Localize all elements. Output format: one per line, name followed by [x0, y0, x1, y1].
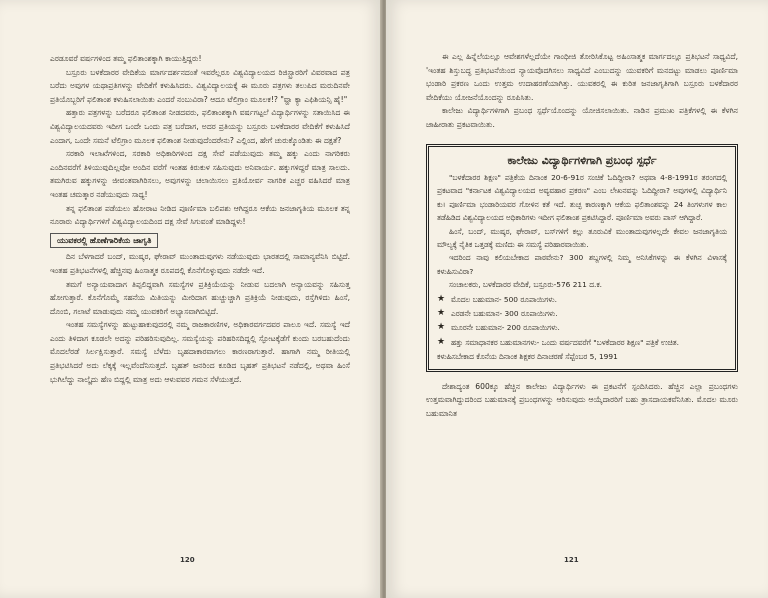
left-paragraph: ಎರಡೂವರೆ ವರ್ಷಗಳಿಂದ ತಮ್ಮ ಫಲಿತಾಂಶಕ್ಕಾಗಿ ಕಾಯುತ್ತಿದ್ದರು! [50, 54, 202, 63]
left-paragraph: ಹತ್ತಾರು ಪತ್ರಗಳನ್ನು ಬರೆದರೂ ಫಲಿತಾಂಶ ನೀಡದವರು, ಫಲಿತಾಂಶಕ್ಕಾಗಿ ವರ್ಷಗಟ್ಟಲೆ ವಿದ್ಯಾರ್ಥಿಗಳನ್ನು ಸತಾಯಿಸಿದ ಈ ವಿಶ್ವವಿದ್ಯಾಲಯದವರು ಇದೀಗ ಒಂದೇ ಒಂದು ಪತ್ರ ಬರೆದಾಗ, ಅದರ ಪ್ರತಿಯನ್ನು ಬಸ್ರೂರು ಬಳಕೆದಾರರ ವೇದಿಕೆಗೆ ಕಳುಹಿಸಿದೆ ಎಂದಾಗ, ಒಂದೇ ಸಮನೆ ಟೆಲಿಗ್ರಾಂ ಮೂಲಕ ಫಲಿತಾಂಶ ನೀಡುವುದೆಂದರೇನು? ಎಲ್ಲಿಂದ, ಹೇಗೆ ಚುರುಕ್ಕೊಂಡಿತು ಈ ದಕ್ಷತೆ? [50, 108, 350, 145]
star-icon: ★ [437, 322, 446, 333]
left-paragraph: ಬಸ್ರೂರು ಬಳಕೆದಾರರ ವೇದಿಕೆಯ ಮಾರ್ಗದರ್ಶನದಂತೆ ಇವರೆಲ್ಲರೂ ವಿಶ್ವವಿದ್ಯಾಲಯದ ರಿಜಿಸ್ಟ್ರಾರರಿಗೆ ವಿವರವಾದ ಪತ್ರ ಬರೆದು ಅವುಗಳ ಯಥಾಪ್ರತಿಗಳನ್ನು ವೇದಿಕೆಗೆ ಕಳುಹಿಸಿದರು. ವಿಶ್ವವಿದ್ಯಾಲಯಕ್ಕೆ ಈ ಮೂರು ಪತ್ರಗಳು ತಲುಪಿದ ಮರುದಿನವೇ ಪ್ರತಿಯೊಬ್ಬರಿಗೆ ಫಲಿತಾಂಶ ಕಳುಹಿಸಲಾಯಿತು ಎಂದರೆ ನಂಬುವಿರಾ? ಆದೂ ಟೆಲಿಗ್ರಾಂ ಮೂಲಕ!? "ವ್ಹಾ ಕ್ಯಾ ಎಫಿಶಿಯನ್ಸಿ ಹೈ!" [50, 67, 350, 104]
prize-text: ಮೂರನೇ ಬಹುಮಾನ- 200 ರೂಪಾಯಿಗಳು. [451, 323, 560, 333]
prize-text: ಮೊದಲ ಬಹುಮಾನ- 500 ರೂಪಾಯಿಗಳು. [451, 294, 557, 304]
right-paragraph: ಈ ಎಲ್ಲ ಹಿನ್ನೆಲೆಯಲ್ಲೂ ಆವೇಶಗಳೆಲ್ಲದೆಯೇ ಗಾಂಧೀಜಿ ತೋರಿಸಿಕೊಟ್ಟ ಅಹಿಂಸಾತ್ಮಕ ಮಾರ್ಗದಲ್ಲೂ ಪ್ರತಿಭಟನೆ ಸಾಧ್ಯವಿದೆ, 'ಇಂತಹ ಶಿಸ್ತುಬದ್ಧ ಪ್ರತಿಭಟನೆಯಿಂದ ನ್ಯಾಯವೊದಗಿಸಲು ಸಾಧ್ಯವಿದೆ ಎಂಬುದನ್ನು ಯುವಕರಿಗೆ ಮನದಟ್ಟು ಮಾಡಲು ಪೂರ್ಣಿಮಾ ಭಂಡಾರಿ ಪ್ರಕರಣ ಒಂದು ಉತ್ತಮ ಉದಾಹರಣೆಯಾಗಿತ್ತು. ಯುವಕರಲ್ಲಿ ಈ ಕುರಿತ ಜನಜಾಗೃತಿಗಾಗಿ ಬಸ್ರೂರು ಬಳಕೆದಾರರ ವೇದಿಕೆಯು ಯೋಜನೆಯೊಂದನ್ನು ರೂಪಿಸಿತು. [426, 52, 738, 102]
left-paragraph: ತಮಗೆ ಅನ್ಯಾಯವಾದಾಗ ತಿಪ್ಪಲಿದ್ದವಾಗಿ ಸಮಸ್ಯೆಗಳ ಪ್ರತಿಕ್ರಿಯೆಯನ್ನು ನೀಡುವ ಬದಲಾಗಿ ಅನ್ಯಾಯವನ್ನು ಸಹಿಸುತ್ತ ಹೋಗುತ್ತಾರೆ. ಕೊನೆಗೊಮ್ಮೆ ಸಹನೆಯ ಮಿತಿಯನ್ನು ಮೀರಿದಾಗ ಹುಚ್ಚುಚ್ಚಾಗಿ ಪ್ರತಿಕ್ರಿಯೆ ನೀಡುವುದು, ರಸ್ತೆಗಿಳಿದು ಹಿಂಸೆ, ದೊಂಬಿ, ಗಲಾಟೆ ಮಾಡುವುದು ನಮ್ಮ ಯುವಕರಿಗೆ ಅಭ್ಯಾಸವಾಗಿಬಿಟ್ಟಿದೆ. [50, 279, 350, 316]
prize-text: ಎರಡನೇ ಬಹುಮಾನ- 300 ರೂಪಾಯಿಗಳು. [451, 309, 558, 319]
prize-text: ಹತ್ತು ಸಮಾಧಾನಕರ ಬಹುಮಾನಗಳು- ಒಂದು ವರ್ಷದವರೆಗೆ "ಬಳಕೆದಾರರ ಶಿಕ್ಷಣ" ಪತ್ರಿಕೆ ಉಚಿತ. [451, 337, 679, 347]
prize-item [437, 336, 727, 349]
notice-deadline: ಕಳುಹಿಸಬೇಕಾದ ಕೊನೆಯ ದಿನಾಂಕ ಶಿಕ್ಷಕರ ದಿನಾಚರಣೆ ಸೆಪ್ಟೆಂಬರ 5, 1991 [437, 352, 618, 362]
notice-address: ಸಂಚಾಲಕರು, ಬಳಕೆದಾರರ ವೇದಿಕೆ, ಬಸ್ರೂರು-576 211 ದ.ಕ. [449, 280, 602, 290]
prize-item [437, 307, 727, 320]
notice-paragraph: ಇದರಿಂದ ನಾವು ಕಲಿಯಬೇಕಾದ ಪಾಠವೇನು? 300 ಶಬ್ದಗಳಲ್ಲಿ ನಿಮ್ಮ ಅನಿಸಿಕೆಗಳನ್ನು ಈ ಕೆಳಗಿನ ವಿಳಾಸಕ್ಕೆ ಕಳುಹಿಸುವಿರಾ? [437, 253, 727, 276]
notice-paragraph: "ಬಳಕೆದಾರರ ಶಿಕ್ಷಣ" ಪತ್ರಿಕೆಯ ದಿನಾಂಕ 20-6-91ರ ಸಂಚಿಕೆ ಓದಿದ್ದೀರಾ? ಅಥವಾ 4-8-1991ರ ತರಂಗದಲ್ಲಿ ಪ್ರಕಟವಾದ "ಕರ್ನಾಟಕ ವಿಶ್ವವಿದ್ಯಾಲಯದ ಅವ್ಯವಹಾರ ಪ್ರಕರಣ" ಎಂಬ ಲೇಖನವನ್ನು ಓದಿದ್ದೀರಾ? ಅವುಗಳಲ್ಲಿ ವಿದ್ಯಾರ್ಥಿನಿ ಕು। ಪೂರ್ಣಿಮಾ ಭಂಡಾರಿಯವರ ಗೋಳಿನ ಕತೆ ಇದೆ. ತುಚ್ಛ ಕಾರಣಕ್ಕಾಗಿ ಆಕೆಯ ಫಲಿತಾಂಶವನ್ನು 24 ತಿಂಗಳುಗಳ ಕಾಲ ತಡೆಹಿಡಿದ ವಿಶ್ವವಿದ್ಯಾಲಯದ ಅಧಿಕಾರಿಗಳು ಇದೀಗ ಫಲಿತಾಂಶ ಪ್ರಕಟಿಸಿದ್ದಾರೆ. ಪೂರ್ಣಿಮಾ ಅವರು ಪಾಸ್ ಆಗಿದ್ದಾರೆ. [437, 172, 727, 223]
notice-title: ಕಾಲೇಜು ವಿದ್ಯಾರ್ಥಿಗಳಿಗಾಗಿ ಪ್ರಬಂಧ ಸ್ಪರ್ಧೆ [507, 153, 657, 167]
star-icon: ★ [437, 336, 446, 347]
page-number-right: 121 [564, 556, 579, 564]
left-page [0, 0, 382, 598]
prize-item [437, 321, 727, 334]
page-number-left: 120 [180, 556, 195, 564]
right-paragraph: ದೇಶಾದ್ಯಂತ 600ಕ್ಕೂ ಹೆಚ್ಚಿನ ಕಾಲೇಜು ವಿದ್ಯಾರ್ಥಿಗಳು ಈ ಪ್ರಕಟನೆಗೆ ಸ್ಪಂದಿಸಿದರು. ಹೆಚ್ಚಿನ ಎಲ್ಲಾ ಪ್ರಬಂಧಗಳು ಉತ್ತಮವಾಗಿದ್ದುದರಿಂದ ಬಹುಮಾನಕ್ಕೆ ಪ್ರಬಂಧಗಳನ್ನು ಆರಿಸುವುದು ಆಯ್ಕೆದಾರರಿಗೆ ಬಹು ತ್ರಾಸದಾಯಕವೆನಿಸಿತು. ಮೊದಲ ಮೂರು ಬಹುಮಾನಿತ [426, 381, 738, 418]
star-icon: ★ [437, 308, 446, 319]
section-subheading: ಯುವಕರಲ್ಲಿ ಹೊಣೆಗಾರಿಕೆಯ ಜಾಗೃತಿ [50, 233, 158, 249]
right-paragraph: ಕಾಲೇಜು ವಿದ್ಯಾರ್ಥಿಗಳಿಗಾಗಿ ಪ್ರಬಂಧ ಸ್ಪರ್ಧೆಯೊಂದನ್ನು ಯೋಜಿಸಲಾಯಿತು. ನಾಡಿನ ಪ್ರಮುಖ ಪತ್ರಿಕೆಗಳಲ್ಲಿ ಈ ಕೆಳಗಿನ ಜಾಹೀರಾತು ಪ್ರಕಟವಾಯಿತು. [426, 106, 738, 129]
star-icon: ★ [437, 293, 446, 304]
left-text-column [50, 52, 350, 386]
right-text-column [426, 50, 738, 420]
essay-competition-notice [426, 144, 738, 372]
left-paragraph: ತನ್ನ ಫಲಿತಾಂಶ ಪಡೆಯಲು ಹೋರಾಟ ನೀಡಿದ ಪೂರ್ಣಿಮಾ ಬಲಿಪಶು ಆಗಿದ್ದರೂ ಆಕೆಯ ಜನಜಾಗೃತಿಯ ಮೂಲಕ ತನ್ನ ನೂರಾರು ವಿದ್ಯಾರ್ಥಿಗಳಿಗೆ ವಿಶ್ವವಿದ್ಯಾಲಯದಿಂದ ದಕ್ಷ ಸೇವೆ ಸಿಗುವಂತೆ ಮಾಡಿದ್ದಳು! [50, 203, 350, 227]
prize-item [437, 293, 727, 306]
left-paragraph: ಇಂತಹ ಸಮಸ್ಯೆಗಳನ್ನು ಹುಟ್ಟುಹಾಕುವುದರಲ್ಲಿ ನಮ್ಮ ರಾಜಕಾರಣಿಗಳ, ಅಧಿಕಾರವರ್ಗದವರ ಪಾಲೂ ಇದೆ. ಸಮಸ್ಯೆ ಇದೆ ಎಂದು ತಿಳಿದಾಗ ಕೂಡಲೇ ಅದನ್ನು ಪರಿಹರಿಸುವುದಿಲ್ಲ. ಸಮಸ್ಯೆಯನ್ನು ಪರಿಹರಿಸದಿದ್ದಲ್ಲಿ ಸ್ಫೋಟಕ್ಕೆಡೆಗೆ ಕುಂದು ಬರಬಹುದೆಂದು ಮೊದಲೆರಡೆ ಸಿರ್ಲಕ್ಷಿಸುತ್ತಾರೆ. ಸಮಸ್ಯೆ ಬೆಳೆದು ಬೃಹದಾಕಾರವಾಗಲು ಕಾರಣರಾಗುತ್ತಾರೆ. ಹಾಗಾಗಿ ನಮ್ಮ ರೀತಿಯಲ್ಲಿ ಪ್ರತಿಭಟಿಸಿದರೆ ಅದು ಲೆಕ್ಕಕ್ಕೆ ಇಲ್ಲವೆಂದೆನಿಸುತ್ತದೆ. ಬೃಹತ್ ಜನರಿಂದ ಕೂಡಿದ ಬೃಹತ್ ಪ್ರತಿಭಟನೆ ನಡೆದಲ್ಲಿ, ಅಥವಾ ಹಿಂಸೆ ಭುಗಿಲೆದ್ದು ನಾಲ್ಕೈದು ಹೆಣ ಬಿದ್ದಲ್ಲಿ ಮಾತ್ರ ಅದು ಆಳುವವರ ಗಮನ ಸೆಳೆಯುತ್ತದೆ. [50, 320, 350, 384]
right-page [386, 0, 768, 598]
left-paragraph: ಸರಕಾರಿ ಇಲಾಖೆಗಳಿಂದ, ಸರಕಾರಿ ಅಧಿಕಾರಿಗಳಿಂದ ದಕ್ಷ ಸೇವೆ ಪಡೆಯುವುದು ತಮ್ಮ ಹಕ್ಕು ಎಂದು ನಾಗರಿಕರು ಎಂದಿನವರೆಗೆ ತಿಳಿಯುವುದಿಲ್ಲವೋ ಅಂದಿನ ವರೆಗೆ ಇಂತಹ ಕಿರುಕುಳ ಸಹಿಸುವುದು ಅನಿವಾರ್ಯ. ಹಕ್ಕುಗಳಿದ್ದರೆ ಮಾತ್ರ ಸಾಲದು. ತಮಗಿರುವ ಹಕ್ಕುಗಳನ್ನು ಜೀವಂತವಾಗಿರಿಸಲು, ಅವುಗಳನ್ನು ಚಲಾಯಿಸಲು ಪ್ರತಿಯೋರ್ವ ನಾಗರಿಕ ಎಚ್ಚರ ವಹಿಸಿದರೆ ಮಾತ್ರ ಇಂತಹ ಚಮತ್ಕಾರ ನಡೆಯುವುದು ಸಾಧ್ಯ! [50, 149, 350, 199]
left-paragraph: ದಿನ ಬೆಳಗಾದರೆ ಬಂದ್, ಮುಷ್ಕರ, ಘೇರಾವ್ ಮುಂತಾದುವುಗಳು ನಡೆಯುವುದು ಭಾರತದಲ್ಲಿ ಸಾಮಾನ್ಯವೆನಿಸಿ ಬಿಟ್ಟಿದೆ. ಇಂತಹ ಪ್ರತಿಭಟನೆಗಳಲ್ಲಿ ಹೆಚ್ಚಿನವು ಹಿಂಸಾತ್ಮಕ ರೂಪದಲ್ಲಿ ಕೊನೆಗೊಳ್ಳುವುದು ನಡೆದೇ ಇದೆ. [50, 252, 350, 275]
notice-paragraph: ಹಿಂಸೆ, ಬಂದ್, ಮುಷ್ಕರ, ಘೇರಾವ್, ಬಸ್‌ಗಳಿಗೆ ಕಲ್ಲು ತೂರುವಿಕೆ ಮುಂತಾದುವುಗಳಲ್ಲದೇ ಕೇವಲ ಜನಜಾಗೃತಿಯ ಮೌಲ್ಯಕ್ಕೆ ನೈತಿಕ ಒತ್ತಡಕ್ಕೆ ಮಣಿದು ಈ ಸಮಸ್ಯೆ ಪರಿಹಾರವಾಯಿತು. [437, 226, 727, 249]
